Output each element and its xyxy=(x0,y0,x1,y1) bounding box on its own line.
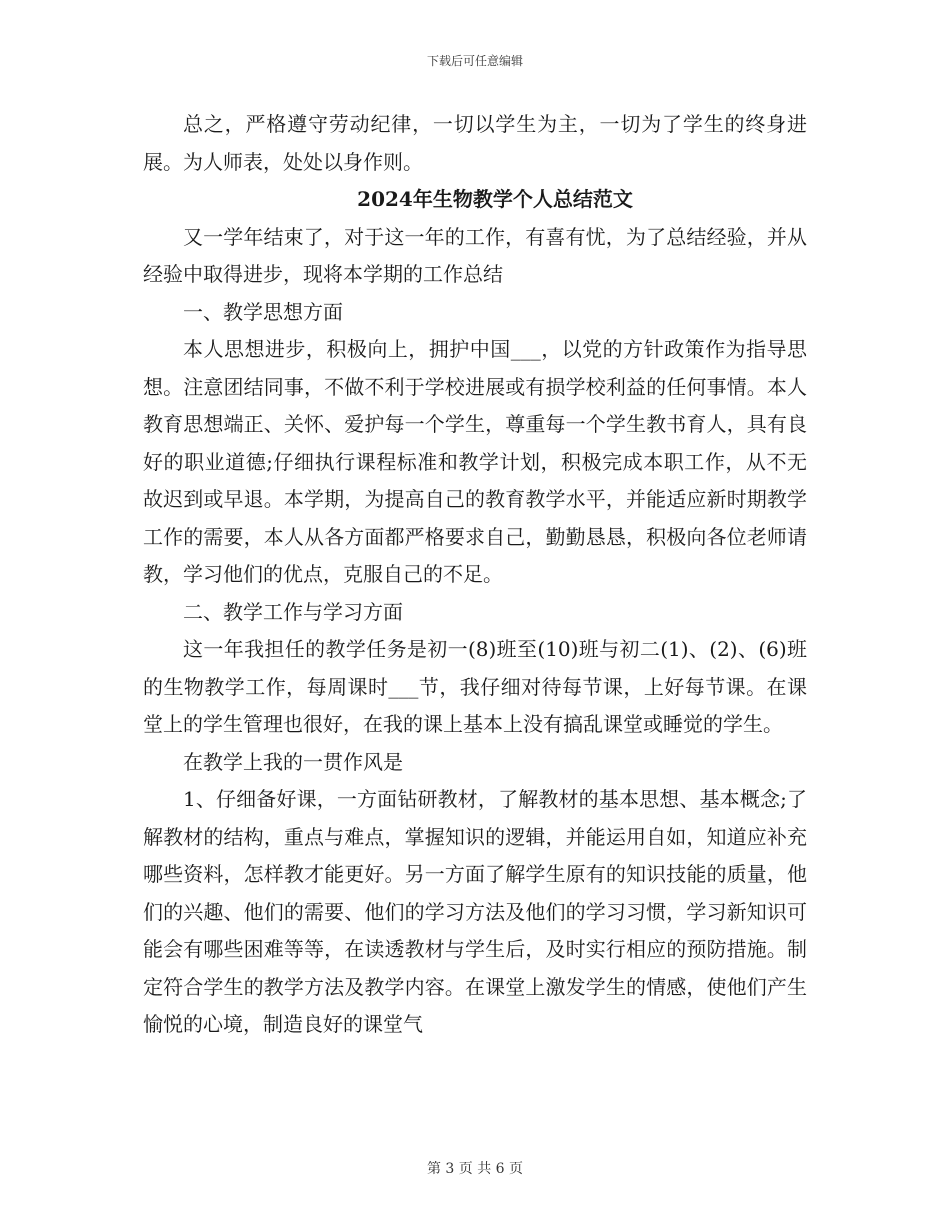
section-heading-2: 二、教学工作与学习方面 xyxy=(183,599,403,624)
paragraph-1: 又一学年结束了，对于这一年的工作，有喜有忧，为了总结经验，并从经验中取得进步，现将本学期的工作总结 xyxy=(143,224,807,286)
page-header: 下载后可任意编辑 xyxy=(426,54,523,68)
section-heading-1: 一、教学思想方面 xyxy=(183,299,343,324)
page-number: 第 3 页 共 6 页 xyxy=(426,1161,524,1177)
document-title: 2024年生物教学个人总结范文 xyxy=(357,187,633,211)
paragraph-intro: 总之，严格遵守劳动纪律，一切以学生为主，一切为了学生的终身进展。为人师表，处处以身作则。 xyxy=(143,112,807,174)
paragraph-4: 在教学上我的一贯作风是 xyxy=(183,749,403,774)
paragraph-3: 这一年我担任的教学任务是初一(8)班至(10)班与初二(1)、(2)、(6)班的生物教学工作，每周课时___节，我仔细对待每节课，上好每节课。在课堂上的学生管理也很好，在我的课上基本上没有搞乱课堂或睡觉的学生。 xyxy=(143,637,807,736)
document-body xyxy=(143,106,807,1044)
paragraph-2: 本人思想进步，积极向上，拥护中国___，以党的方针政策作为指导思想。注意团结同事，不做不利于学校进展或有损学校利益的任何事情。本人教育思想端正、关怀、爱护每一个学生，尊重每一个学生教书育人，具有良好的职业道德;仔细执行课程标准和教学计划，积极完成本职工作，从不无故迟到或早退。本学期，为提高自己的教育教学水平，并能适应新时期教学工作的需要，本人从各方面都严格要求自己，勤勤恳恳，积极向各位老师请教，学习他们的优点，克服自己的不足。 xyxy=(143,337,807,586)
paragraph-5: 1、仔细备好课，一方面钻研教材，了解教材的基本思想、基本概念;了解教材的结构，重点与难点，掌握知识的逻辑，并能运用自如，知道应补充哪些资料，怎样教才能更好。另一方面了解学生原有的知识技能的质量，他们的兴趣、他们的需要、他们的学习方法及他们的学习习惯，学习新知识可能会有哪些困难等等，在读透教材与学生后，及时实行相应的预防措施。制定符合学生的教学方法及教学内容。在课堂上激发学生的情感，使他们产生愉悦的心境，制造良好的课堂气 xyxy=(143,787,807,1036)
